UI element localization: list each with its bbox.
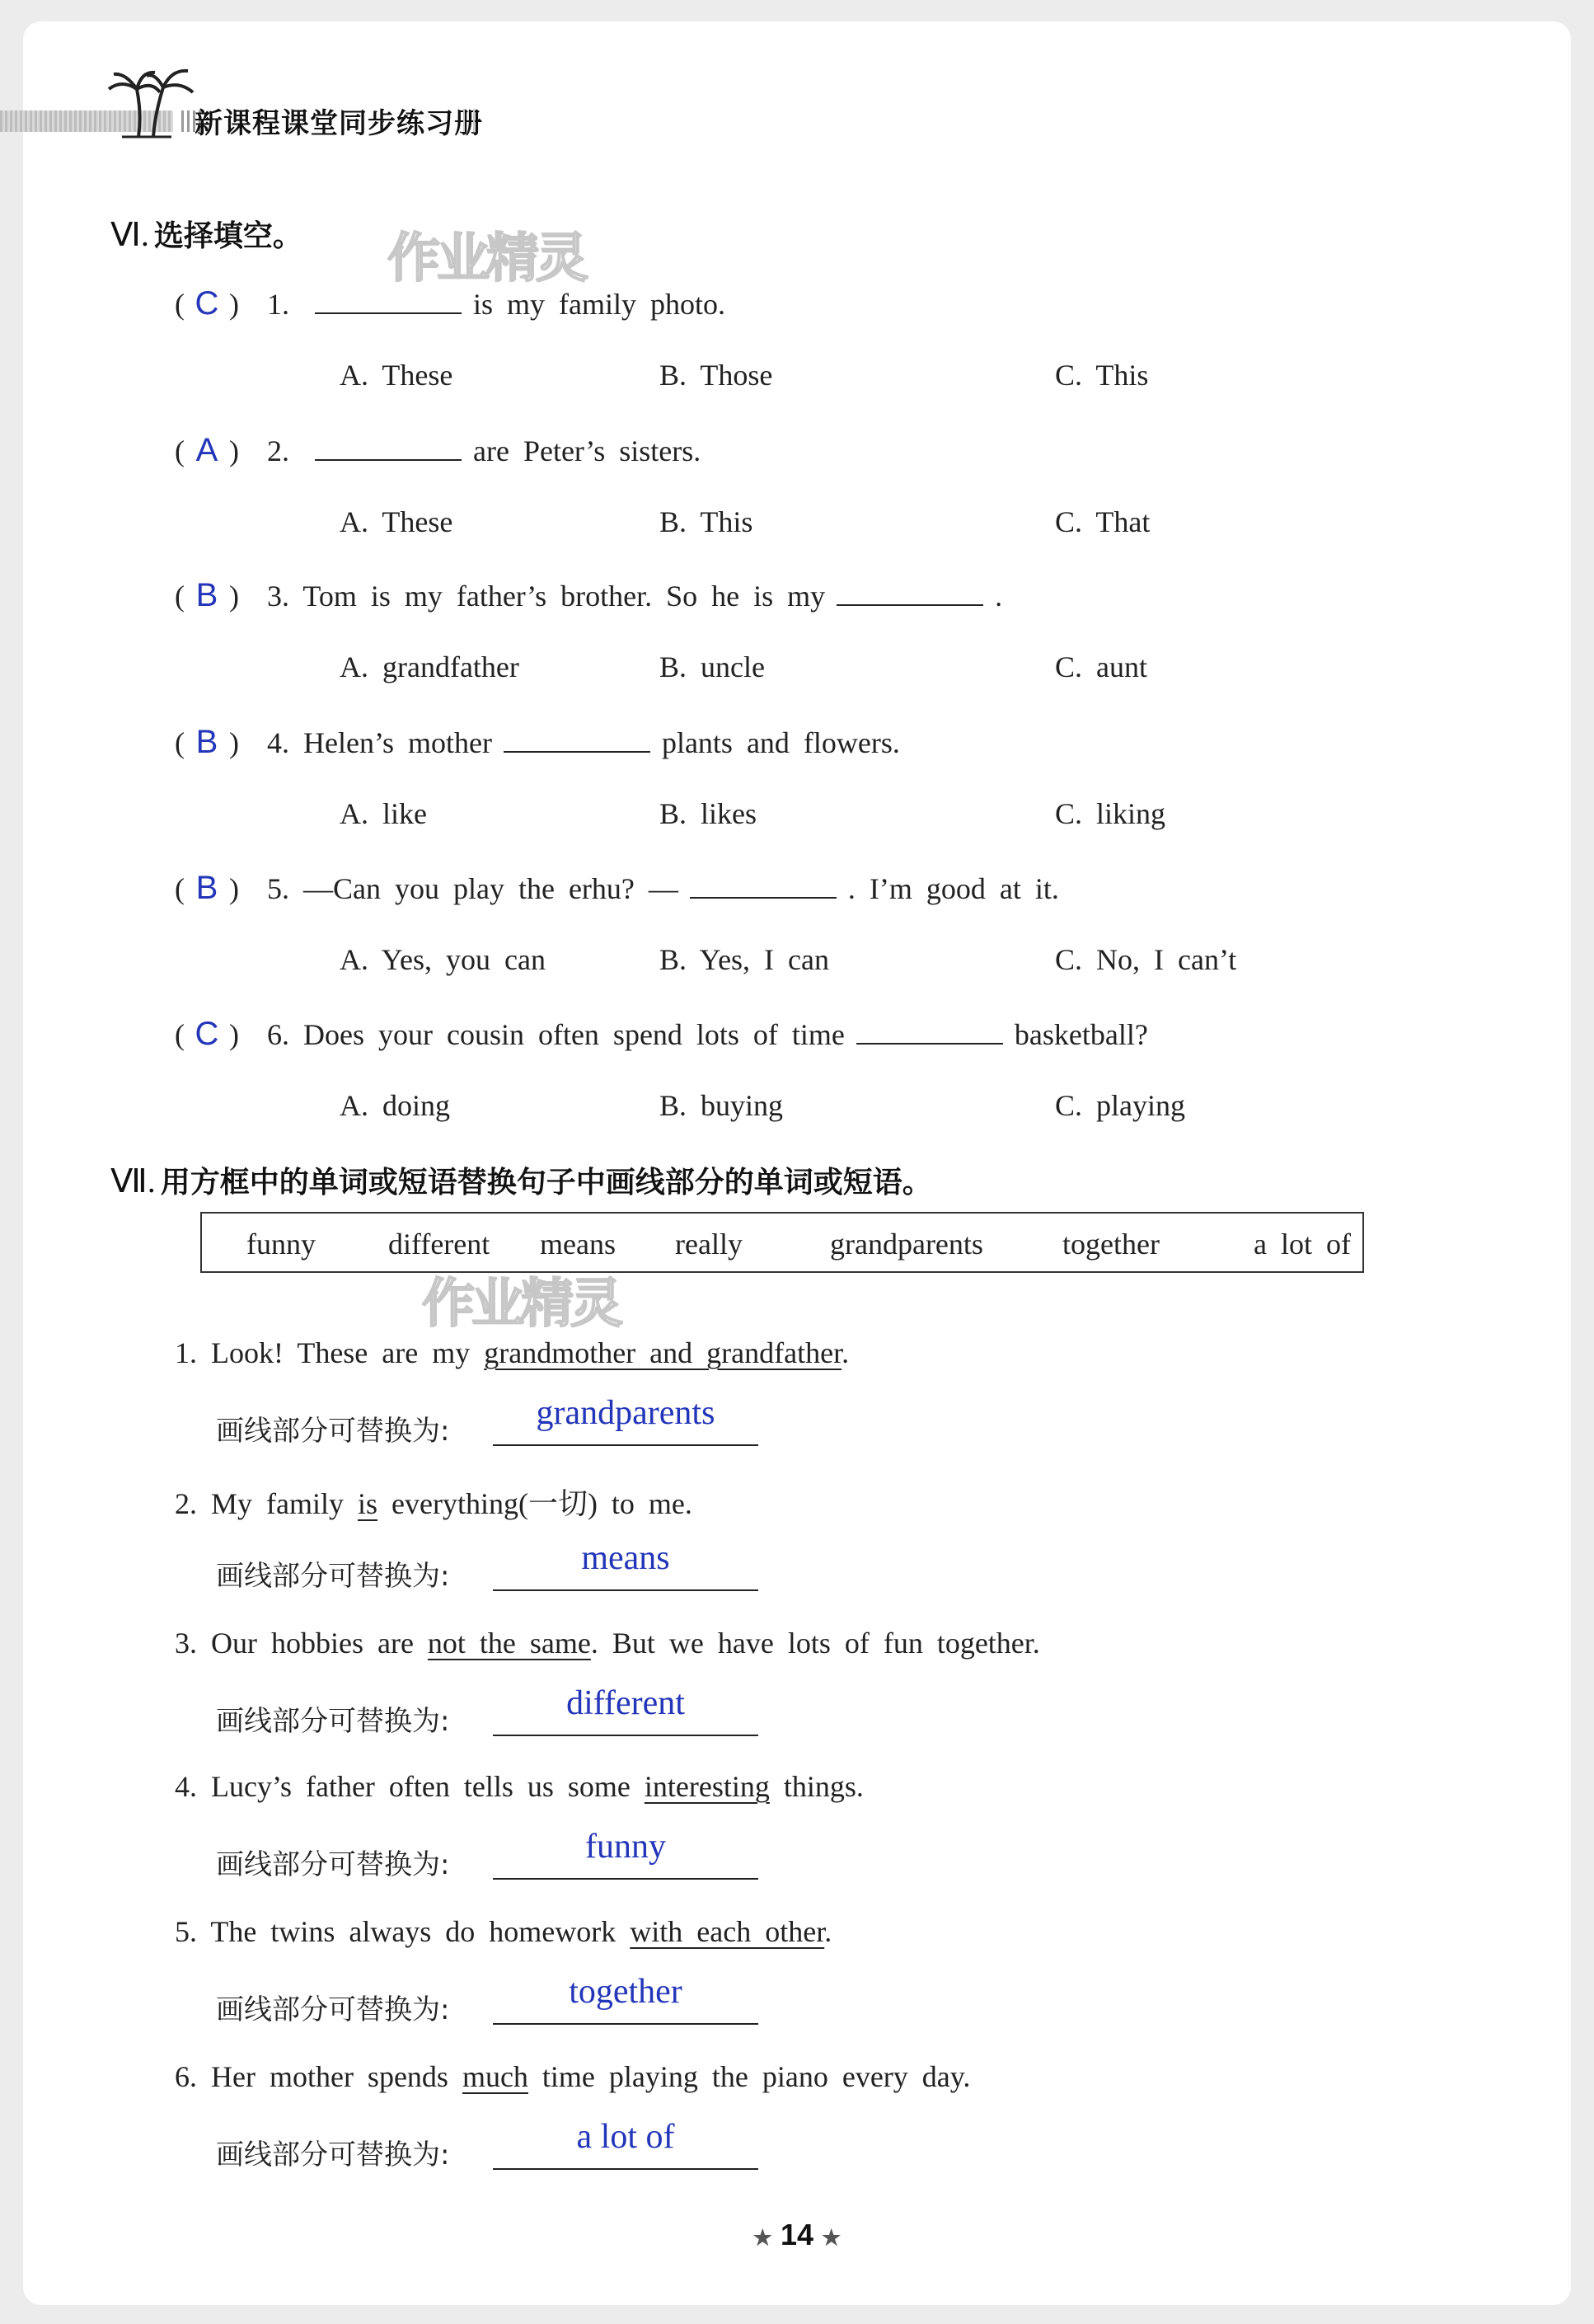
handwritten-answer: funny: [585, 1828, 666, 1866]
question-text-after: are Peter’s sisters.: [473, 434, 701, 467]
question-number: 6.: [267, 1018, 289, 1051]
answer-line: [493, 1589, 758, 1591]
replace-sentence-3: [175, 1626, 1040, 1660]
word-box-item: grandparents: [830, 1228, 983, 1261]
answer-blank: [315, 291, 462, 314]
answer-blank: [504, 730, 650, 753]
replace-prompt: 画线部分可替换为:: [216, 1560, 450, 1593]
option-b: B. likes: [659, 797, 757, 830]
answer-letter: B: [195, 577, 218, 613]
answer-blank: [690, 876, 837, 899]
option-a: A. These: [340, 505, 453, 538]
question-6: [175, 1016, 1148, 1053]
section-7-title: 用方框中的单词或短语替换句子中画线部分的单词或短语。: [160, 1166, 932, 1200]
answer-blank: [837, 583, 983, 606]
replace-sentence-1: [175, 1336, 849, 1370]
sentence-pre: Our hobbies are: [211, 1627, 414, 1660]
replace-sentence-5: [175, 1914, 832, 1949]
section-7-numeral: Ⅶ.: [110, 1162, 156, 1200]
sentence-post: .: [842, 1336, 850, 1369]
item-number: 2.: [175, 1487, 197, 1520]
question-4: [175, 724, 900, 761]
question-3: [175, 577, 1002, 614]
answer-paren: ( B ): [175, 724, 239, 760]
option-b: B. uncle: [659, 650, 765, 683]
handwritten-answer: grandparents: [536, 1394, 715, 1432]
page-header: [0, 77, 495, 143]
word-box-item: means: [540, 1228, 616, 1261]
replace-prompt: 画线部分可替换为:: [216, 1415, 450, 1448]
item-number: 1.: [175, 1336, 197, 1369]
option-c: C. That: [1055, 505, 1151, 538]
replace-sentence-6: [175, 2059, 970, 2094]
section-6-title: 选择填空。: [153, 219, 302, 253]
sentence-post: time playing the piano every day.: [541, 2060, 971, 2093]
item-number: 5.: [175, 1915, 197, 1948]
question-number: 1.: [267, 288, 289, 321]
question-number: 2.: [267, 434, 289, 467]
word-box-item: funny: [246, 1228, 316, 1261]
underlined-phrase: interesting: [644, 1770, 770, 1803]
sentence-post: everything(一切) to me.: [391, 1487, 692, 1520]
question-text-before: Tom is my father’s brother. So he is my: [302, 580, 826, 613]
question-text-after: . I’m good at it.: [847, 872, 1059, 905]
answer-letter: C: [195, 1016, 219, 1052]
question-text-after: .: [995, 580, 1003, 613]
underlined-phrase: is: [357, 1487, 377, 1520]
word-box-item: a lot of: [1254, 1228, 1351, 1261]
handwritten-answer: a lot of: [576, 2118, 675, 2156]
option-a: A. Yes, you can: [340, 943, 546, 976]
answer-letter: C: [195, 285, 219, 322]
page-number: [0, 2218, 1594, 2252]
sentence-pre: Look! These are my: [211, 1336, 471, 1369]
question-1: [175, 285, 725, 322]
answer-line: [493, 2168, 758, 2170]
watermark: 作业精灵: [387, 228, 585, 289]
option-c: C. No, I can’t: [1055, 943, 1237, 976]
answer-line: [493, 2023, 758, 2025]
question-text-before: Helen’s mother: [303, 726, 492, 759]
sentence-post: .: [824, 1915, 832, 1948]
sentence-pre: Lucy’s father often tells us some: [211, 1770, 631, 1803]
section-6-numeral: Ⅵ.: [110, 216, 149, 253]
handwritten-answer: means: [581, 1539, 670, 1577]
replace-prompt: 画线部分可替换为:: [216, 1848, 450, 1881]
answer-letter: B: [195, 724, 218, 760]
question-text-after: plants and flowers.: [661, 726, 900, 759]
section-6-heading: [110, 213, 302, 255]
sentence-pre: The twins always do homework: [210, 1915, 617, 1948]
question-number: 5.: [267, 872, 289, 905]
item-number: 4.: [175, 1770, 197, 1803]
option-c: C. liking: [1055, 797, 1166, 830]
handwritten-answer: different: [566, 1684, 685, 1722]
sentence-pre: My family: [211, 1487, 344, 1520]
question-text-after: basketball?: [1014, 1018, 1148, 1051]
underlined-phrase: much: [462, 2060, 528, 2093]
answer-blank: [856, 1021, 1003, 1045]
option-c: C. This: [1055, 359, 1149, 392]
underlined-phrase: with each other: [630, 1915, 825, 1948]
option-b: B. Yes, I can: [659, 943, 830, 976]
section-7-heading: [110, 1159, 932, 1201]
underlined-phrase: grandmother and grandfather: [484, 1336, 842, 1369]
option-a: A. These: [340, 359, 453, 392]
option-b: B. This: [659, 505, 753, 538]
word-box-item: really: [675, 1228, 743, 1261]
star-icon: ★: [752, 2225, 772, 2250]
answer-paren: ( C ): [175, 1016, 239, 1052]
answer-letter: B: [195, 870, 218, 906]
handwritten-answer: together: [569, 1973, 682, 2011]
question-number: 3.: [267, 580, 289, 613]
header-title: 新课程课堂同步练习册: [195, 107, 483, 140]
replace-sentence-2: [175, 1481, 692, 1523]
sentence-pre: Her mother spends: [211, 2060, 448, 2093]
question-5: [175, 870, 1059, 907]
option-a: A. grandfather: [340, 650, 519, 683]
question-text-after: is my family photo.: [473, 288, 725, 321]
page-number-value: 14: [780, 2218, 814, 2251]
watermark-2: 作业精灵: [422, 1274, 620, 1335]
answer-blank: [315, 438, 462, 461]
palm-tree-icon: [105, 64, 196, 139]
star-icon: ★: [822, 2225, 842, 2250]
question-text-before: —Can you play the erhu? —: [303, 872, 678, 905]
item-number: 3.: [175, 1627, 197, 1660]
answer-letter: A: [195, 432, 218, 468]
sentence-post: . But we have lots of fun together.: [590, 1627, 1040, 1660]
answer-paren: ( B ): [175, 577, 239, 613]
answer-line: [493, 1444, 758, 1446]
replace-prompt: 画线部分可替换为:: [216, 1705, 450, 1738]
option-a: A. doing: [340, 1089, 450, 1122]
item-number: 6.: [175, 2060, 197, 2093]
answer-paren: ( C ): [175, 285, 239, 322]
header-divider: [463, 109, 475, 132]
question-number: 4.: [267, 726, 289, 759]
option-b: B. buying: [659, 1089, 784, 1122]
word-box-item: together: [1062, 1228, 1160, 1261]
answer-line: [493, 1735, 758, 1736]
option-c: C. playing: [1055, 1089, 1185, 1122]
replace-sentence-4: [175, 1769, 864, 1804]
option-b: B. Those: [659, 359, 773, 392]
sentence-post: things.: [783, 1770, 864, 1803]
question-text-before: Does your cousin often spend lots of time: [303, 1018, 845, 1051]
underlined-phrase: not the same: [427, 1627, 591, 1660]
word-box-item: different: [388, 1228, 490, 1261]
option-c: C. aunt: [1055, 650, 1147, 683]
answer-paren: ( A ): [175, 432, 239, 468]
replace-prompt: 画线部分可替换为:: [216, 1993, 450, 2026]
answer-line: [493, 1878, 758, 1880]
option-a: A. like: [340, 797, 427, 830]
answer-paren: ( B ): [175, 870, 239, 906]
question-2: [175, 432, 701, 469]
word-box: [200, 1212, 1364, 1273]
replace-prompt: 画线部分可替换为:: [216, 2139, 450, 2171]
